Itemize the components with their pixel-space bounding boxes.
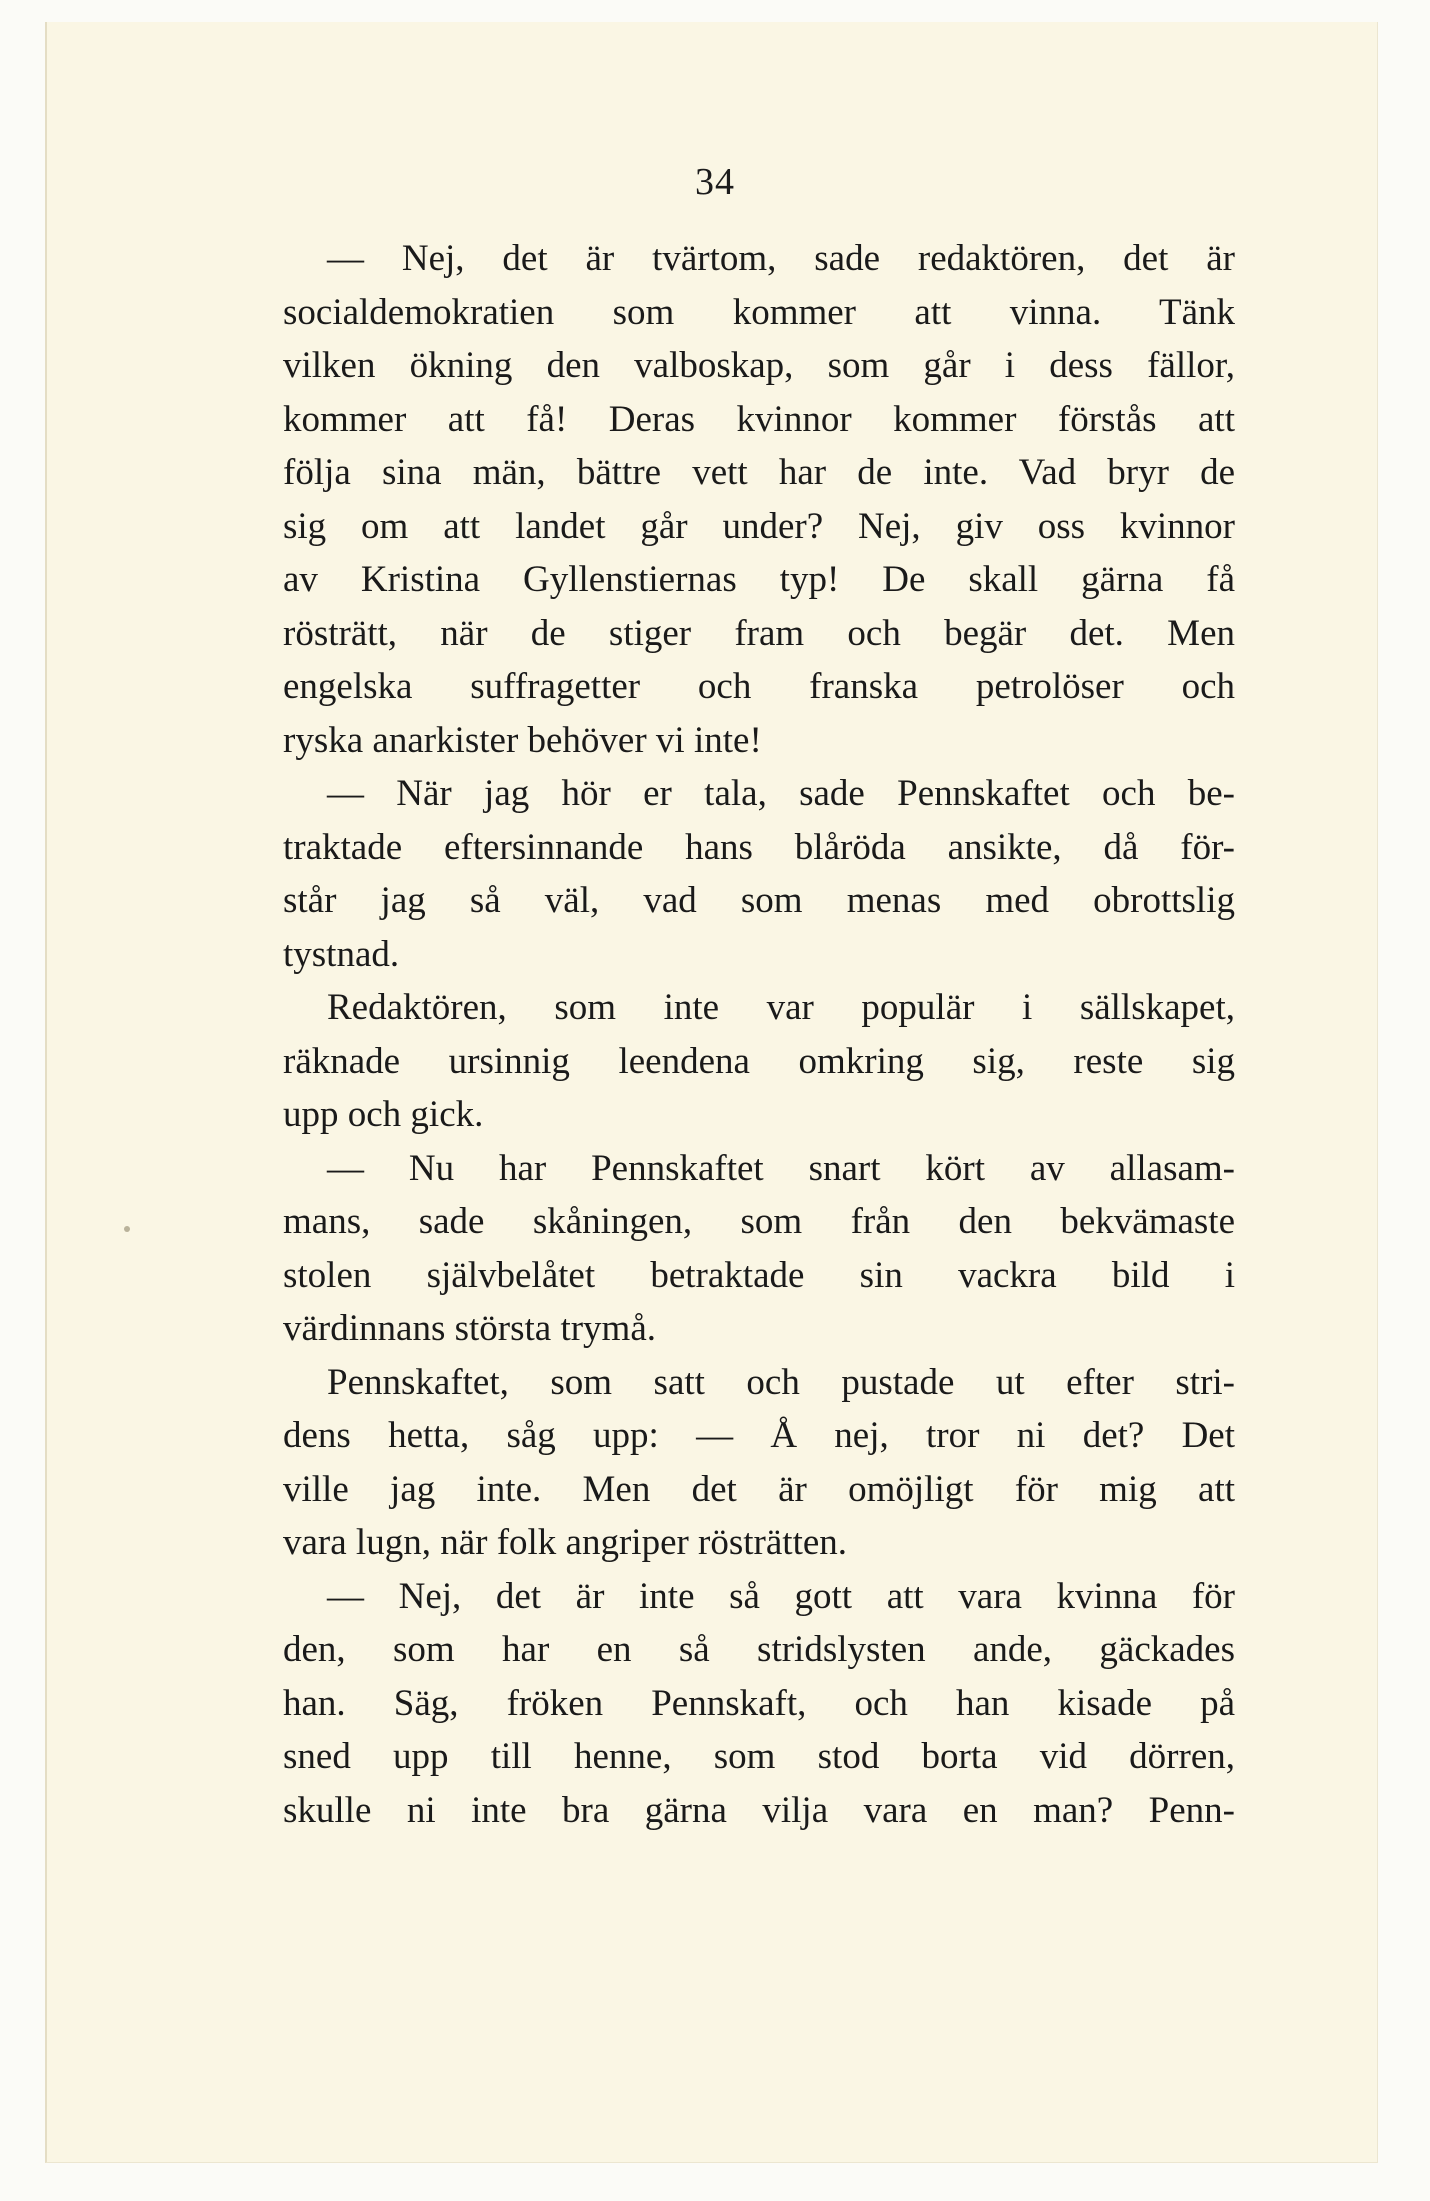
text-line: sned upp till henne, som stod borta vid dörren, bbox=[283, 1736, 1235, 1777]
text-line: vilken ökning den valboskap, som går i dess fällor, bbox=[283, 345, 1235, 386]
text-line: Pennskaftet, som satt och pustade ut efter stri- bbox=[327, 1361, 1235, 1403]
text-line: Redaktören, som inte var populär i sällskapet, bbox=[327, 987, 1235, 1028]
text-line: socialdemokratien som kommer att vinna. Tänk bbox=[283, 291, 1235, 333]
body-text bbox=[283, 232, 1235, 1837]
text-line: — Nu har Pennskaftet snart kört av allasam- bbox=[327, 1147, 1235, 1189]
text-line: upp och gick. bbox=[283, 1094, 484, 1135]
text-line: vara lugn, när folk angriper rösträtten. bbox=[283, 1522, 848, 1563]
text-line: sig om att landet går under? Nej, giv oss kvinnor bbox=[283, 505, 1235, 547]
text-line: stolen självbelåtet betraktade sin vackra bild i bbox=[283, 1254, 1235, 1296]
text-line: av Kristina Gyllenstiernas typ! De skall gärna få bbox=[283, 559, 1235, 600]
text-line: tystnad. bbox=[283, 933, 400, 975]
page-number: 34 bbox=[695, 161, 735, 203]
text-line: rösträtt, när de stiger fram och begär det. Men bbox=[283, 612, 1235, 654]
text-line: mans, sade skåningen, som från den bekvämaste bbox=[283, 1201, 1235, 1242]
text-line: traktade eftersinnande hans blåröda ansikte, då för- bbox=[283, 826, 1235, 868]
text-line: står jag så väl, vad som menas med obrottslig bbox=[283, 880, 1235, 921]
text-line: engelska suffragetter och franska petrolöser och bbox=[283, 666, 1235, 707]
paper-speck bbox=[124, 1226, 130, 1232]
text-line: han. Säg, fröken Pennskaft, och han kisade på bbox=[283, 1682, 1235, 1724]
text-line: räknade ursinnig leendena omkring sig, reste sig bbox=[283, 1040, 1235, 1082]
text-line: ryska anarkister behöver vi inte! bbox=[283, 719, 762, 761]
text-line: dens hetta, såg upp: — Å nej, tror ni det? Det bbox=[283, 1415, 1235, 1456]
text-line: — Nej, det är tvärtom, sade redaktören, det är bbox=[327, 238, 1235, 279]
text-line: — När jag hör er tala, sade Pennskaftet och be- bbox=[327, 773, 1235, 814]
text-line: följa sina män, bättre vett har de inte. Vad bryr de bbox=[283, 452, 1235, 493]
text-line: kommer att få! Deras kvinnor kommer förstås att bbox=[283, 398, 1235, 440]
text-line: den, som har en så stridslysten ande, gäckades bbox=[283, 1629, 1235, 1670]
text-line: — Nej, det är inte så gott att vara kvinna för bbox=[327, 1575, 1235, 1617]
text-line: skulle ni inte bra gärna vilja vara en man? Penn- bbox=[283, 1789, 1235, 1831]
text-line: värdinnans största trymå. bbox=[283, 1308, 656, 1349]
text-line: ville jag inte. Men det är omöjligt för mig att bbox=[283, 1468, 1235, 1510]
